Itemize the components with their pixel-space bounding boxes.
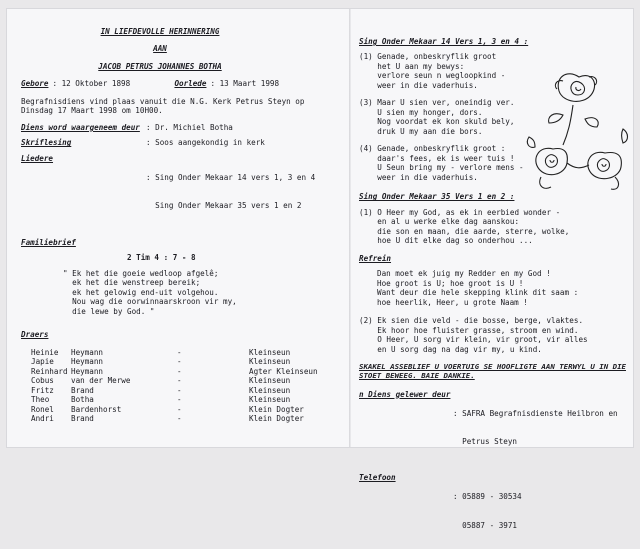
draer-dash: - — [177, 347, 182, 357]
draers-label: Draers — [21, 330, 49, 340]
draer-first: Cobus — [31, 376, 54, 386]
rose-top — [555, 74, 596, 102]
diens-gelewer-label: n Diens gelewer deur — [359, 389, 451, 399]
draer-row — [31, 348, 339, 357]
notice-line: SKAKEL ASSEBLIEF U VOERTUIG SE HOOFLIGTE AAN TERWYL U IN DIE — [359, 362, 626, 372]
aan-label: AAN — [153, 44, 167, 54]
left-page — [21, 27, 339, 424]
draer-first: Fritz — [31, 385, 54, 395]
refrein — [377, 269, 631, 307]
service-line-1: Begrafnisdiens vind plaas vanuit die N.G. Kerk Petrus Steyn op — [21, 96, 305, 106]
verse-line: U Seun bring my - verlore mens - — [359, 163, 524, 173]
draer-dash: - — [177, 385, 182, 395]
draer-row — [31, 357, 339, 366]
diens-gelewer-values — [453, 390, 618, 466]
quote-line: " Ek het die goeie wedloop afgelê; — [63, 268, 219, 278]
quote-line: ek het gelowig end-uit volgehou. — [63, 287, 219, 297]
liedere-values — [146, 154, 315, 230]
telefoon-values — [453, 473, 522, 549]
skriflesing-value: : Soos aangekondig in kerk — [146, 138, 265, 148]
draer-row — [31, 395, 339, 404]
quote — [63, 269, 339, 316]
song2-verse-1 — [359, 208, 631, 246]
quote-line: die lewe by God. " — [63, 306, 155, 316]
draer-row — [31, 386, 339, 395]
draer-row — [31, 376, 339, 385]
telefoon-row — [359, 473, 631, 549]
draer-first: Japie — [31, 357, 54, 367]
rose-illustration-icon — [523, 59, 635, 199]
refrein-label: Refrein — [359, 253, 392, 263]
verse-line: (2) Ek sien die veld - die bosse, berge, vlaktes. — [359, 316, 584, 326]
verse-line: hoe U dit elke dag so onderhou ... — [359, 236, 533, 246]
draer-row — [31, 367, 339, 376]
verse-line: U sien my honger, dors. — [359, 107, 483, 117]
verse-line: Nog voordat ek kon skuld bely, — [359, 117, 515, 127]
verse-line: (1) O Heer my God, as ek in eerbied wonder - — [359, 207, 561, 217]
draer-last: Heymann — [71, 366, 104, 376]
oorlede-value: : 13 Maart 1998 — [210, 79, 280, 89]
draer-relation: Agter Kleinseun — [249, 366, 318, 376]
gebore-value: : 12 Oktober 1898 — [52, 79, 131, 89]
draer-dash: - — [177, 395, 182, 405]
memorial-card — [6, 8, 634, 530]
draer-last: Heymann — [71, 347, 104, 357]
verse-line: en al u werke elke dag aanskou: — [359, 217, 520, 227]
verse-line: (4) Genade, onbeskryflik groot : — [359, 144, 506, 154]
refrein-line: Want deur die hele skepping klink dit saam : — [377, 288, 579, 298]
page-fold — [349, 9, 351, 447]
draer-relation: Klein Dogter — [249, 414, 304, 424]
draer-dash: - — [177, 357, 182, 367]
draer-relation: Kleinseun — [249, 395, 291, 405]
verse-line: het U aan my bewys: — [359, 61, 465, 71]
telefoon-label: Telefoon — [359, 473, 396, 483]
draer-dash: - — [177, 366, 182, 376]
draer-relation: Klein Dogter — [249, 404, 304, 414]
draer-last: Brand — [71, 414, 94, 424]
liedere-value-2: Sing Onder Mekaar 35 vers 1 en 2 — [146, 201, 302, 211]
draers-list — [31, 348, 339, 424]
draer-relation: Kleinseun — [249, 376, 291, 386]
draer-last: Botha — [71, 395, 94, 405]
draer-last: van der Merwe — [71, 376, 131, 386]
draer-dash: - — [177, 376, 182, 386]
draer-first: Heinie — [31, 347, 59, 357]
draer-last: Brand — [71, 385, 94, 395]
song2-heading: Sing Onder Mekaar 35 Vers 1 en 2 : — [359, 192, 515, 202]
oorlede-label: Oorlede — [174, 79, 207, 89]
refrein-line: Hoe groot is U; hoe groot is U ! — [377, 278, 524, 288]
draer-last: Heymann — [71, 357, 104, 367]
diens-value: : Dr. Michiel Botha — [146, 122, 233, 132]
gebore-label: Gebore — [21, 79, 49, 89]
familiebrief-label: Familiebrief — [21, 237, 76, 247]
service-line-2: Dinsdag 17 Maart 1998 om 10H00. — [21, 106, 163, 116]
skriflesing-row — [21, 138, 339, 147]
notice-line: STOET BEWEEG. BAIE DANKIE. — [359, 371, 475, 381]
quote-line: Nou wag die oorwinnaarskroon vir my, — [63, 297, 237, 307]
verse-line: Ek hoor hoe fluister grasse, stroom en wind. — [359, 325, 579, 335]
telefoon-value: 05887 - 3971 — [453, 520, 518, 530]
draer-row — [31, 414, 339, 423]
song2-verse-2 — [359, 316, 631, 354]
heading: IN LIEFDEVOLLE HERINNERING — [100, 27, 220, 36]
rose-bottom-right — [588, 152, 622, 178]
telefoon-value: : 05889 - 30534 — [453, 492, 522, 502]
verse-line: daar's fees, ek is weer tuis ! — [359, 153, 515, 163]
liedere-value-1: : Sing Onder Mekaar 14 vers 1, 3 en 4 — [146, 172, 316, 182]
draer-row — [31, 405, 339, 414]
verse-line: en U sorg dag na dag vir my, u kind. — [359, 344, 542, 354]
song1-heading: Sing Onder Mekaar 14 Vers 1, 3 en 4 : — [359, 37, 529, 46]
draer-dash: - — [177, 404, 182, 414]
draer-relation: Kleinseun — [249, 347, 291, 357]
draer-last: Bardenhorst — [71, 404, 122, 414]
verse-line: die son en maan, die aarde, sterre, wolke, — [359, 226, 570, 236]
refrein-line: hoe heerlik, Heer, u grote Naam ! — [377, 297, 528, 307]
refrein-line: Dan moet ek juig my Redder en my God ! — [377, 269, 551, 279]
verse-line: verlore seun n wegloopkind - — [359, 71, 506, 81]
verse-line: (3) Maar U sien ver, oneindig ver. — [359, 98, 515, 108]
liedere-label: Liedere — [21, 153, 54, 163]
verse-line: druk U my aan die bors. — [359, 126, 483, 136]
draer-relation: Kleinseun — [249, 385, 291, 395]
skriflesing-label: Skriflesing — [21, 138, 72, 148]
draer-first: Reinhard — [31, 366, 68, 376]
verse-line: (1) Genade, onbeskryflik groot — [359, 52, 497, 62]
draer-first: Theo — [31, 395, 50, 405]
diens-label: Diens word waargeneem deur — [21, 122, 140, 132]
rose-bottom-left — [536, 148, 568, 174]
draer-relation: Kleinseun — [249, 357, 291, 367]
deceased-name: JACOB PETRUS JOHANNES BOTHA — [98, 61, 222, 71]
diens-gelewer-value: Petrus Steyn — [453, 437, 518, 446]
diens-gelewer-value: : SAFRA Begrafnisdienste Heilbron en — [453, 408, 618, 418]
service-provider-row — [359, 390, 631, 466]
draer-dash: - — [177, 414, 182, 424]
quote-line: ek het die wenstreep bereik; — [63, 278, 201, 288]
draer-first: Ronel — [31, 404, 54, 414]
diens-row — [21, 123, 339, 132]
verse-line: weer in die vaderhuis. — [359, 80, 478, 90]
dates-row — [21, 79, 339, 88]
draer-first: Andri — [31, 414, 54, 424]
scripture-ref: 2 Tim 4 : 7 - 8 — [127, 253, 196, 263]
service-info — [21, 97, 339, 116]
verse-line: weer in die vaderhuis. — [359, 172, 478, 182]
verse-line: O Heer, U sorg vir klein, vir groot, vir alles — [359, 335, 588, 345]
liedere-row — [21, 154, 339, 230]
vehicle-notice — [359, 362, 631, 381]
